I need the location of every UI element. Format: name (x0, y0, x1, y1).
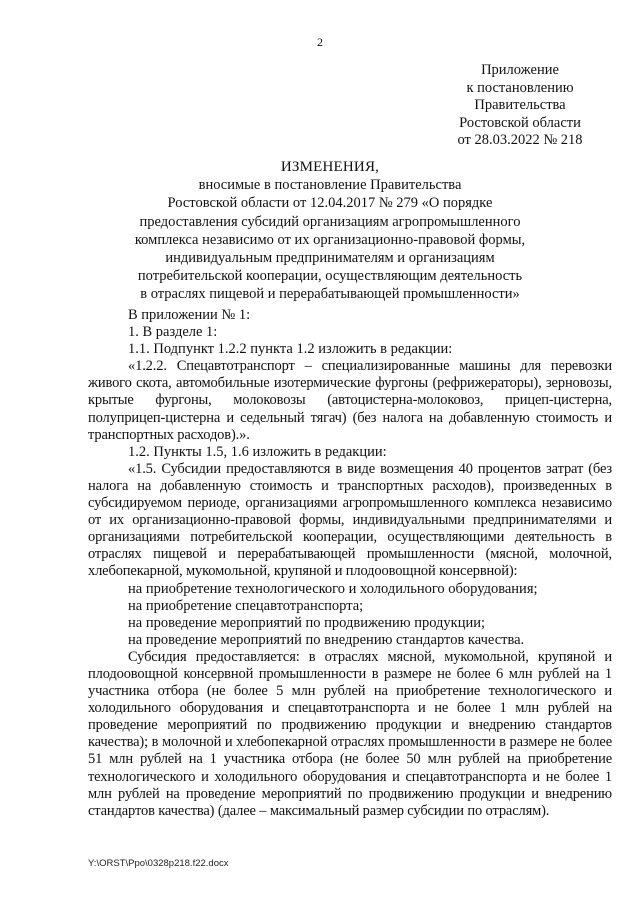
title-line: Ростовской области от 12.04.2017 № 279 «О порядке (167, 195, 493, 212)
title-line: в отраслях пищевой и перерабатывающей промышленности» (140, 286, 520, 303)
document-body (88, 307, 612, 820)
paragraph: на приобретение спецавтотранспорта; (128, 597, 364, 614)
title-line: потребительской кооперации, осуществляющим деятельность (137, 268, 523, 285)
paragraph: 1.1. Подпункт 1.2.2 пункта 1.2 изложить в редакции: (128, 341, 453, 358)
document-title (88, 158, 572, 304)
title-line: комплекса независимо от их организационно-правовой формы, (134, 231, 526, 248)
appendix-header (440, 62, 600, 150)
paragraph: «1.2.2. Спецавтотранспорт – специализированные машины для перевозки живого скота, автомобильные изотермические фургоны (рефрижераторы), зерновозы, крытые фургоны, молоковозы (автоцистерна-молоковоз, прицеп-цистерна, полуприцеп-цистерна и седельный тягач) (без налога на добавленную стоимость и транспортных расходов).». (88, 358, 612, 443)
paragraph: Субсидия предоставляется: в отраслях мясной, мукомольной, крупяной и плодоовощной консервной промышленности в размере не более 6 млн рублей на 1 участника отбора (не более 5 млн рублей на приобретение технологического и холодильного оборудования и спецавтотранспорта и не более 1 млн рублей на проведение мероприятий по продвижению продукции и внедрению стандартов качества); в молочной и хлебопекарной отраслях промышленности в размере не более 51 млн рублей на 1 участника отбора (не более 50 млн рублей на приобретение технологического и холодильного оборудования и спецавтотранспорта и не более 1 млн рублей на проведение мероприятий по продвижению продукции и внедрению стандартов качества) (далее – максимальный размер субсидии по отраслям). (88, 648, 612, 819)
paragraph: «1.5. Субсидии предоставляются в виде возмещения 40 процентов затрат (без налога на добавленную стоимость и транспортных расходов), произведенных в субсидируемом периоде, организациями агропромышленного комплекса независимо от их организационно-правовой формы, индивидуальными предпринимателями и организациями потребительской кооперации, осуществляющими деятельность в отраслях пищевой и перерабатывающей промышленности (мясной, молочной, хлебопекарной, мукомольной, крупяной и плодоовощной консервной): (88, 460, 612, 580)
paragraph: на проведение мероприятий по продвижению продукции; (128, 614, 486, 631)
title-line: предоставления субсидий организациям агропромышленного (139, 213, 521, 230)
title-heading: ИЗМЕНЕНИЯ, (280, 159, 380, 175)
title-line: вносимые в постановление Правительства (198, 177, 462, 194)
appendix-line: Приложение (481, 62, 559, 78)
appendix-line: к постановлению (466, 79, 574, 96)
title-line: индивидуальным предпринимателям и организациям (165, 250, 495, 267)
appendix-line: Ростовской области (459, 114, 581, 131)
paragraph: на приобретение технологического и холодильного оборудования; (128, 580, 538, 597)
paragraph: 1.2. Пункты 1.5, 1.6 изложить в редакции: (128, 443, 387, 460)
paragraph: 1. В разделе 1: (128, 324, 218, 341)
paragraph: на проведение мероприятий по внедрению стандартов качества. (128, 631, 525, 648)
appendix-line: от 28.03.2022 № 218 (457, 132, 583, 149)
appendix-line: Правительства (474, 97, 566, 114)
page-number: 2 (317, 35, 323, 49)
footer-file-path: Y:\ORST\Ppo\0328p218.f22.docx (88, 858, 229, 869)
paragraph: В приложении № 1: (128, 307, 251, 323)
